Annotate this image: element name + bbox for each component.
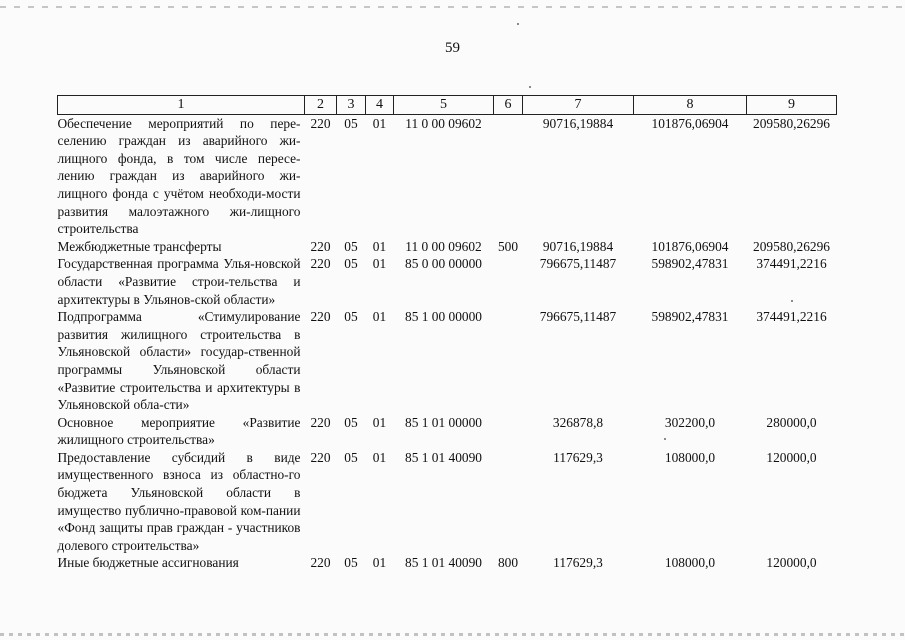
- row-code-3: 05: [344, 555, 358, 571]
- row-amount-8: 108000,0: [664, 555, 716, 571]
- scan-top-edge: [0, 6, 905, 8]
- row-code-4: 01: [372, 555, 387, 571]
- row-name: Подпрограмма «Стимулирование развития жилищного строительства в Ульяновской области» государ-ственной программы Ульяновской области «Развитие строительства и архитектуры в Ульяновской обла-сти»: [57, 309, 301, 413]
- row-code-2: 220: [310, 449, 331, 465]
- row-code-2: 220: [310, 238, 331, 254]
- header-col-6: 6: [494, 96, 523, 115]
- row-amount-8: 108000,0: [664, 449, 716, 465]
- row-name: Государственная программа Улья-новской области «Развитие строи-тельства и архитектуры в Ульянов-ской области»: [57, 256, 301, 307]
- table-row: [58, 414, 837, 449]
- row-code-6: [494, 114, 523, 238]
- row-code-5: 11 0 00 09602: [405, 115, 482, 131]
- header-col-1: 1: [58, 96, 305, 115]
- row-name: Обеспечение мероприятий по пере-селению граждан из аварийного жи-лищного фонда, в том числе пересе-лению граждан из аварийного жи-лищного фонда с учётом необходи-мости развития малоэтажного жи-лищного строительства: [57, 115, 301, 237]
- row-code-5: 85 1 01 40090: [405, 555, 482, 571]
- row-amount-8: 101876,06904: [651, 115, 729, 131]
- row-name: Предоставление субсидий в виде имущественного взноса из областно-го бюджета Ульяновской области в имущество публично-правовой ком-пании «Фонд защиты прав граждан - участников долевого строительства»: [57, 449, 301, 553]
- row-code-4: 01: [372, 449, 387, 465]
- row-amount-9: 374491,2216: [756, 309, 827, 325]
- table-row: [58, 554, 837, 572]
- table-row: [58, 255, 837, 308]
- row-code-6: 500: [497, 238, 519, 254]
- row-amount-8: 598902,47831: [651, 309, 729, 325]
- scan-speck: [529, 86, 531, 88]
- row-name: Межбюджетные трансферты: [57, 238, 222, 254]
- row-amount-9: 209580,26296: [753, 238, 830, 254]
- row-amount-9: 209580,26296: [753, 115, 830, 131]
- row-code-2: 220: [310, 309, 331, 325]
- row-code-4: 01: [372, 414, 387, 430]
- header-col-8: 8: [634, 96, 747, 115]
- header-col-5: 5: [394, 96, 494, 115]
- header-col-3: 3: [337, 96, 366, 115]
- table-row: [58, 114, 837, 238]
- row-code-2: 220: [310, 414, 331, 430]
- page-number: 59: [445, 40, 460, 56]
- row-code-3: 05: [344, 115, 358, 131]
- row-amount-7: 90716,19884: [542, 115, 614, 131]
- row-code-4: 01: [372, 238, 387, 254]
- row-code-4: 01: [372, 115, 387, 131]
- row-amount-9: 374491,2216: [756, 256, 827, 272]
- row-amount-9: 120000,0: [766, 449, 817, 465]
- row-code-6: [494, 308, 523, 414]
- row-code-6: [494, 449, 523, 555]
- table-row: [58, 449, 837, 555]
- header-col-7: 7: [523, 96, 634, 115]
- row-code-2: 220: [310, 115, 331, 131]
- scan-speck: [791, 300, 793, 302]
- header-col-2: 2: [305, 96, 337, 115]
- row-code-6: [494, 255, 523, 308]
- row-code-2: 220: [310, 256, 331, 272]
- table-row: [58, 308, 837, 414]
- row-amount-7: 796675,11487: [539, 256, 617, 272]
- row-code-3: 05: [344, 449, 358, 465]
- row-amount-7: 796675,11487: [539, 309, 617, 325]
- row-code-3: 05: [344, 238, 358, 254]
- row-code-6: [494, 414, 523, 449]
- row-amount-8: 101876,06904: [651, 238, 729, 254]
- row-amount-9: 120000,0: [766, 555, 817, 571]
- row-code-5: 85 1 01 40090: [405, 449, 482, 465]
- row-amount-7: 117629,3: [553, 449, 603, 465]
- row-name: Иные бюджетные ассигнования: [57, 555, 239, 571]
- row-code-3: 05: [344, 414, 358, 430]
- scan-speck: [517, 23, 519, 25]
- header-col-4: 4: [366, 96, 394, 115]
- row-code-5: 85 1 01 00000: [405, 414, 482, 430]
- row-code-6: 800: [497, 555, 519, 571]
- row-amount-7: 90716,19884: [542, 238, 614, 254]
- header-row: [58, 96, 837, 115]
- row-name: Основное мероприятие «Развитие жилищного строительства»: [57, 414, 301, 448]
- row-code-5: 85 1 00 00000: [405, 309, 482, 325]
- row-code-4: 01: [372, 256, 387, 272]
- row-amount-9: 280000,0: [766, 414, 817, 430]
- row-code-5: 11 0 00 09602: [405, 238, 482, 254]
- row-amount-8: 302200,0: [664, 414, 716, 430]
- row-code-5: 85 0 00 00000: [405, 256, 482, 272]
- budget-table: [57, 95, 837, 572]
- header-col-9: 9: [747, 96, 837, 115]
- row-amount-7: 326878,8: [552, 414, 604, 430]
- table-row: [58, 238, 837, 256]
- row-code-3: 05: [344, 309, 358, 325]
- row-amount-7: 117629,3: [553, 555, 603, 571]
- row-code-3: 05: [344, 256, 358, 272]
- row-code-4: 01: [372, 309, 387, 325]
- scan-speck: [664, 438, 666, 440]
- row-code-2: 220: [310, 555, 331, 571]
- row-amount-8: 598902,47831: [651, 256, 729, 272]
- scan-bottom-edge: [0, 633, 905, 636]
